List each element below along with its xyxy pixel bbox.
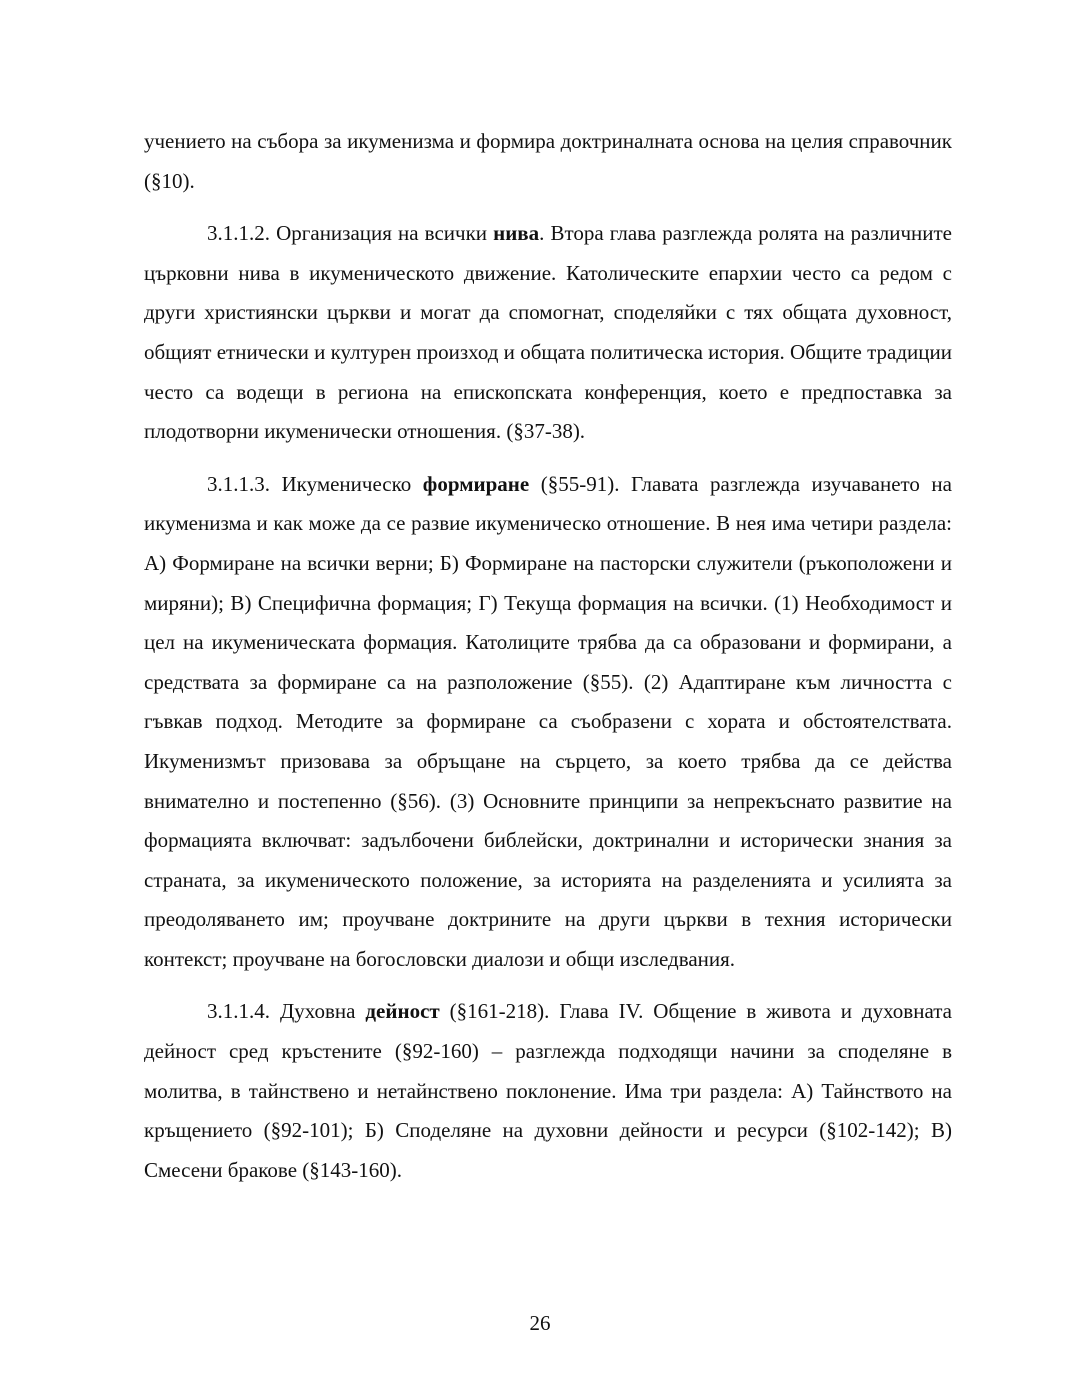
page-number: 26 (529, 1311, 551, 1335)
paragraph-3-1-1-2 (144, 214, 952, 452)
paragraph-lead: 3.1.1.3. Икуменическо (207, 471, 423, 496)
paragraph-text: (§55-91). Главата разглежда изучаването на икуменизма и как може да се развие икуменическо отношение. В нея има четири раздела: А) Формиране на всички верни; Б) Формиране на пасторски служители (ръкоположени и миряни); В) Специфична формация; Г) Текуща формация на всички. (1) Необходимост и цел на икуменическата формация. Католиците трябва да са образовани и формирани, а средствата за формиране са на разположение (§55). (2) Адаптиране към личността с гъвкав подход. Методите за формиране са съобразени с хората и обстоятелствата. Икуменизмът призовава за обръщане на сърцето, за което трябва да се действа внимателно и постепенно (§56). (3) Основните принципи за непрекъснато развитие на формацията включват: задълбочени библейски, доктринални и исторически знания за страната, за икуменическото положение, за историята на разделенията и усилията за преодоляването им; проучване доктрините на други църкви в техния исторически контекст; проучване на богословски диалози и общи изследвания. (144, 471, 952, 971)
paragraph-text: . Втора глава разглежда ролята на различните църковни нива в икуменическото движение. Католическите епархии често са редом с други християнски църкви и могат да спомогнат, споделяйки с тях общата духовност, общият етнически и културен произход и общата политическа история. Общите традиции често са водещи в региона на епископската конференция, което е предпоставка за плодотворни икуменически отношения. (§37-38). (144, 221, 952, 444)
paragraph-3-1-1-4 (144, 992, 952, 1190)
bold-term: нива (493, 221, 540, 246)
paragraph-text: (§161-218). Глава IV. Общение в живота и духовната дейност сред кръстените (§92-160) – разглежда подходящи начини за споделяне в молитва, в тайнствено и нетайнствено поклонение. Има три раздела: А) Тайнството на кръщението (§92-101); Б) Споделяне на духовни дейности и ресурси (§102-142); В) Смесени бракове (§143-160). (144, 999, 952, 1182)
paragraph-lead: 3.1.1.2. Организация на всички (207, 221, 494, 246)
paragraph-continuation (144, 122, 952, 201)
paragraph-3-1-1-3 (144, 465, 952, 980)
bold-term: дейност (365, 999, 440, 1024)
body-text (144, 122, 952, 1203)
paragraph-lead: 3.1.1.4. Духовна (207, 999, 366, 1024)
bold-term: формиране (422, 471, 530, 496)
paragraph-text: учението на събора за икуменизма и формира доктриналната основа на целия справочник (§10). (144, 129, 952, 193)
